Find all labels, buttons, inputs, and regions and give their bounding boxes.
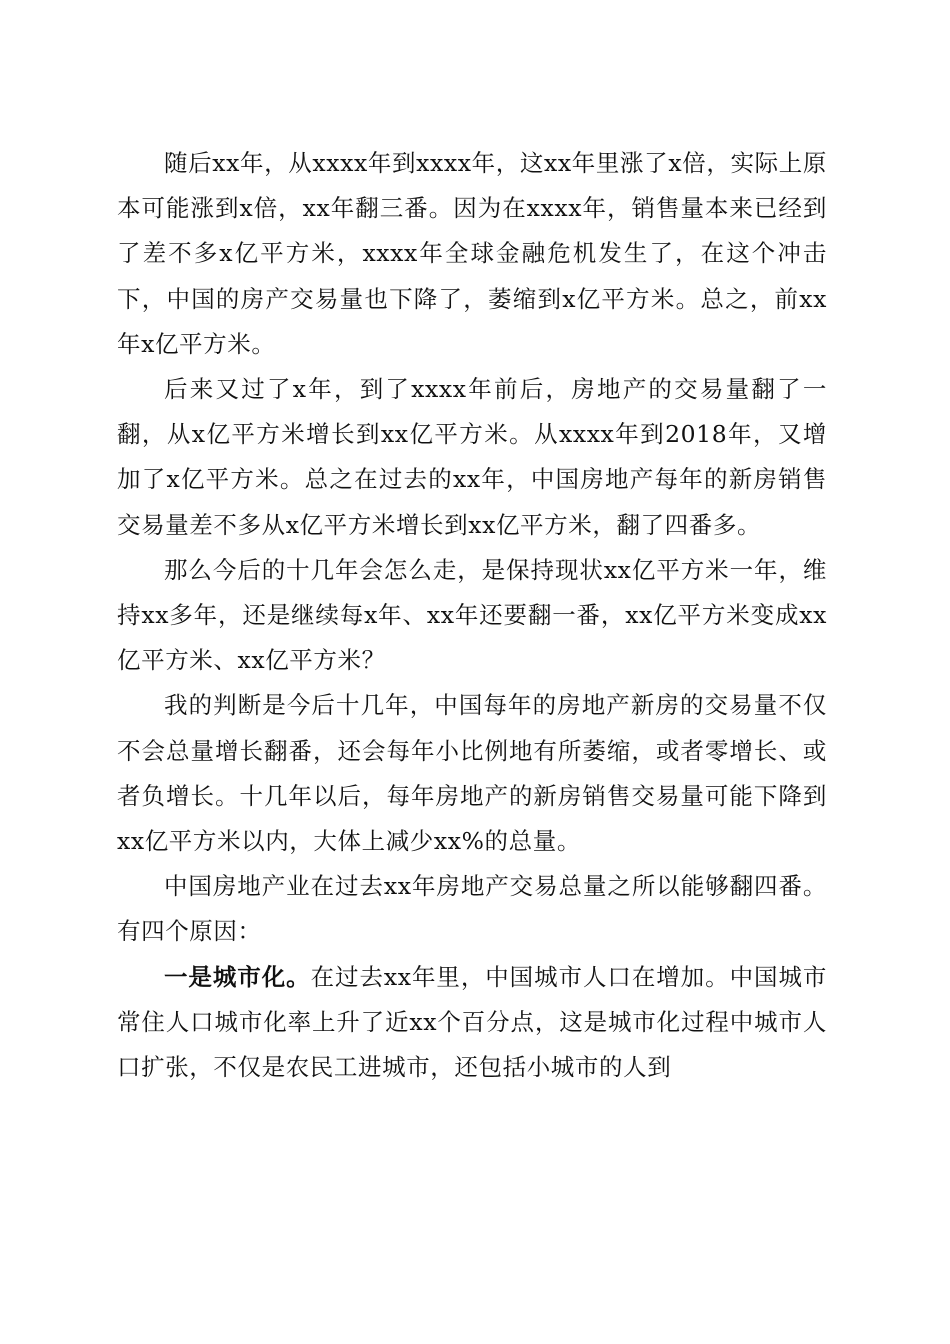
paragraph-3 bbox=[117, 548, 827, 684]
paragraph-5 bbox=[117, 864, 827, 954]
paragraph-2 bbox=[117, 367, 827, 548]
paragraph-3-text: 那么今后的十几年会怎么走，是保持现状xx亿平方米一年，维持xx多年，还是继续每x年、xx年还要翻一番，xx亿平方米变成xx亿平方米、xx亿平方米？ bbox=[117, 555, 827, 675]
paragraph-6 bbox=[117, 955, 827, 1091]
paragraph-6-text: 在过去xx年里，中国城市人口在增加。中国城市常住人口城市化率上升了近xx个百分点，这是城市化过程中城市人口扩张，不仅是农民工进城市，还包括小城市的人到 bbox=[117, 962, 827, 1082]
paragraph-5-text: 中国房地产业在过去xx年房地产交易总量之所以能够翻四番。有四个原因： bbox=[117, 872, 827, 946]
paragraph-4 bbox=[117, 683, 827, 864]
paragraph-1 bbox=[117, 141, 827, 367]
paragraph-1-text: 随后xx年，从xxxx年到xxxx年，这xx年里涨了x倍，实际上原本可能涨到x倍，xx年翻三番。因为在xxxx年，销售量本来已经到了差不多x亿平方米，xxxx年全球金融危机发生了，在这个冲击下，中国的房产交易量也下降了，萎缩到x亿平方米。总之，前xx年x亿平方米。 bbox=[117, 149, 827, 358]
paragraph-2-text: 后来又过了x年，到了xxxx年前后，房地产的交易量翻了一翻，从x亿平方米增长到xx亿平方米。从xxxx年到2018年，又增加了x亿平方米。总之在过去的xx年，中国房地产每年的新房销售交易量差不多从x亿平方米增长到xx亿平方米，翻了四番多。 bbox=[117, 375, 827, 539]
document-page bbox=[117, 141, 827, 1090]
paragraph-4-text: 我的判断是今后十几年，中国每年的房地产新房的交易量不仅不会总量增长翻番，还会每年小比例地有所萎缩，或者零增长、或者负增长。十几年以后，每年房地产的新房销售交易量可能下降到xx亿平方米以内，大体上减少xx%的总量。 bbox=[117, 691, 827, 856]
paragraph-6-lead: 一是城市化。 bbox=[164, 962, 311, 991]
